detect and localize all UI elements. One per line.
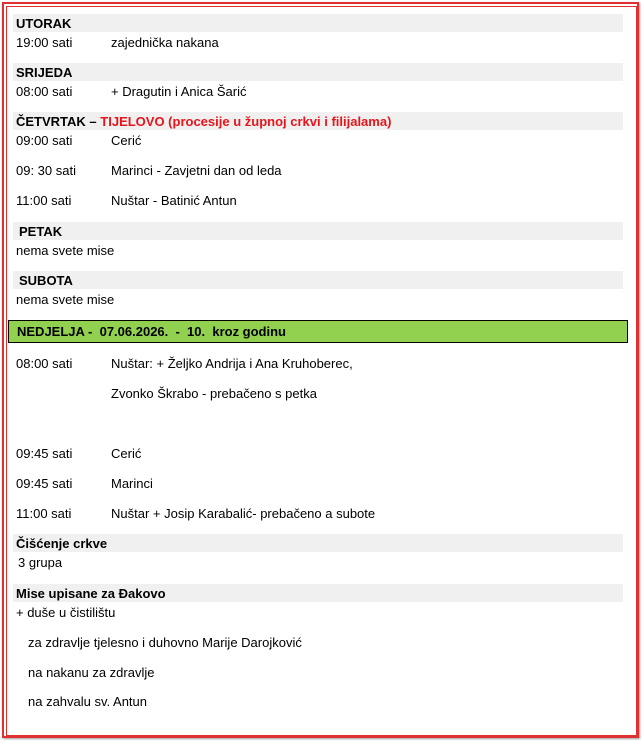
mass-intention: Zvonko Škrabo - prebačeno s petka <box>111 386 317 401</box>
section-header-djakovo <box>13 584 623 602</box>
intention-item: + duše u čistilištu <box>16 605 116 620</box>
mass-intention: Nuštar - Batinić Antun <box>111 193 237 208</box>
mass-time: 19:00 sati <box>16 35 73 50</box>
mass-time: 09:45 sati <box>16 476 73 491</box>
mass-time: 11:00 sati <box>16 193 72 208</box>
day-title: UTORAK <box>16 16 72 31</box>
day-header-utorak <box>13 14 623 32</box>
day-title: SRIJEDA <box>16 65 73 80</box>
mass-time: 09: 30 sati <box>16 163 76 178</box>
feast-title: TIJELOVO (procesije u župnoj crkvi i filijalama) <box>100 114 392 129</box>
mass-time: 09:45 sati <box>16 446 73 461</box>
mass-intention: Nuštar: + Željko Andrija i Ana Kruhoberec, <box>111 356 353 371</box>
day-title: PETAK <box>19 224 63 239</box>
intention-item: za zdravlje tjelesno i duhovno Marije Darojković <box>28 635 302 650</box>
intention-item: na nakanu za zdravlje <box>28 665 155 680</box>
section-note: 3 grupa <box>18 555 63 570</box>
section-title: Mise upisane za Đakovo <box>16 586 166 601</box>
mass-intention: zajednička nakana <box>111 35 219 50</box>
day-header-srijeda <box>13 63 623 81</box>
mass-intention: Nuštar + Josip Karabalić- prebačeno a subote <box>111 506 376 521</box>
day-title-main: ČETVRTAK – <box>16 114 97 129</box>
day-title: SUBOTA <box>19 273 73 288</box>
section-title: Čišćenje crkve <box>16 536 108 551</box>
mass-intention: + Dragutin i Anica Šarić <box>111 84 247 99</box>
mass-time: 08:00 sati <box>16 84 73 99</box>
day-title <box>16 114 391 129</box>
mass-intention: Cerić <box>111 133 142 148</box>
day-note: nema svete mise <box>16 243 115 258</box>
mass-intention: Marinci <box>111 476 153 491</box>
section-header-ciscenje <box>13 534 623 552</box>
day-note: nema svete mise <box>16 292 115 307</box>
day-header-cetvrtak <box>13 112 623 130</box>
day-title: NEDJELJA - 07.06.2026. - 10. kroz godinu <box>17 324 286 339</box>
day-header-subota <box>13 271 623 289</box>
mass-time: 09:00 sati <box>16 133 73 148</box>
day-header-petak <box>13 222 623 240</box>
mass-time: 08:00 sati <box>16 356 73 371</box>
mass-intention: Marinci - Zavjetni dan od leda <box>111 163 282 178</box>
mass-intention: Cerić <box>111 446 142 461</box>
mass-time: 11:00 sati <box>16 506 72 521</box>
day-header-nedjelja <box>8 320 628 343</box>
intention-item: na zahvalu sv. Antun <box>28 694 148 709</box>
